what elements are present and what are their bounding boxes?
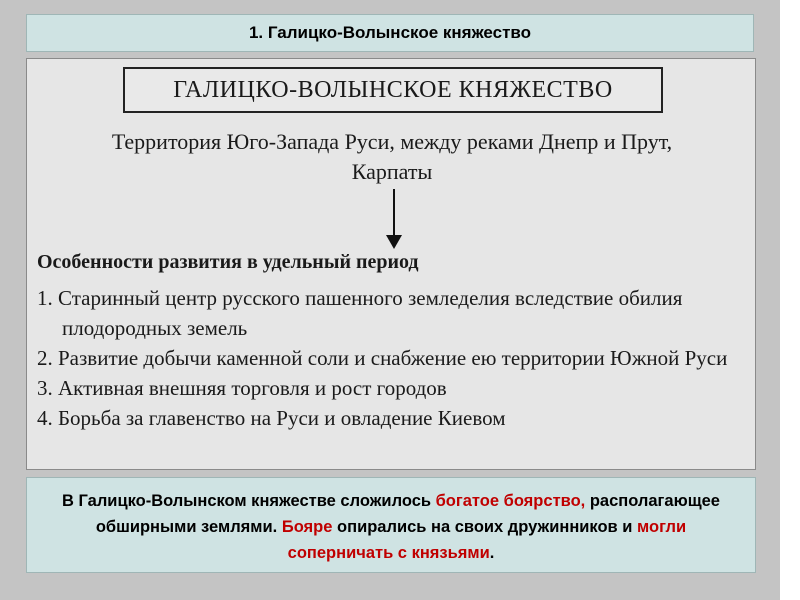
principality-heading: ГАЛИЦКО-ВОЛЫНСКОЕ КНЯЖЕСТВО [173, 76, 613, 103]
summary-box [26, 477, 756, 573]
features-title: Особенности развития в удельный период [37, 251, 419, 273]
scanned-textbook-image [26, 58, 756, 470]
territory-description [47, 127, 737, 187]
summary-text-1: В Галицко-Волынском княжестве сложилось [62, 492, 436, 510]
summary-text-2: располагающее обширными землями. [95, 492, 720, 536]
territory-line-2: Карпаты [351, 159, 433, 184]
feature-item: 4. Борьба за главенство на Руси и овладение Киевом [37, 406, 506, 430]
summary-text-4: . [489, 544, 495, 562]
summary-highlight-boyars: Бояре [281, 518, 333, 536]
feature-item: 2. Развитие добычи каменной соли и снабжение ею территории Южной Руси [37, 346, 728, 370]
principality-heading-box [123, 67, 663, 113]
features-list [37, 283, 752, 433]
territory-line-1: Территория Юго-Запада Руси, между реками Днепр и Прут, [111, 129, 673, 154]
slide-title-text: 1. Галицко-Волынское княжество [248, 23, 532, 42]
summary-highlight-boyars-rich: богатое боярство, [435, 492, 586, 510]
summary-text-3: опирались на своих дружинников и [332, 518, 638, 536]
feature-item: 3. Активная внешняя торговля и рост городов [37, 376, 447, 400]
feature-item: 1. Старинный центр русского пашенного земледелия вследствие обилия плодородных земель [37, 286, 683, 340]
down-arrow-icon [379, 189, 409, 251]
summary-highlight-rival-princes: могли соперничать с князьями [287, 518, 687, 562]
slide-title [26, 14, 754, 52]
